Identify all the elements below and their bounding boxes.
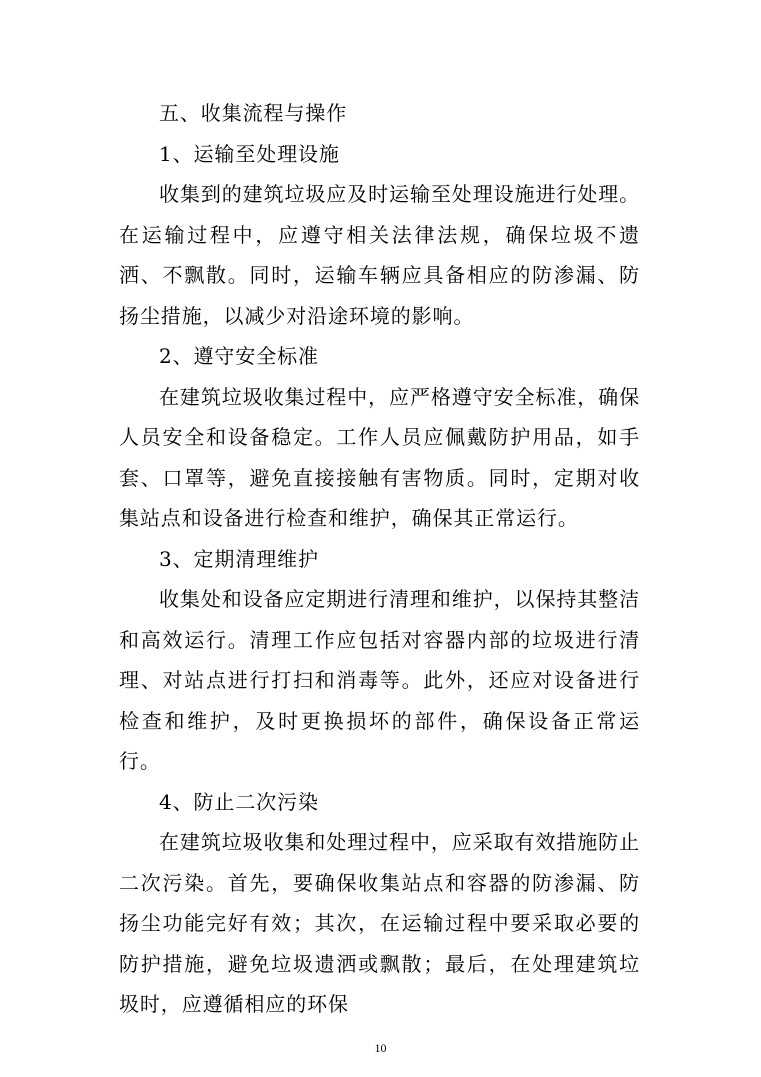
subsection-body-4: 在建筑垃圾收集和处理过程中，应采取有效措施防止二次污染。首先，要确保收集站点和容器的防渗漏、防扬尘功能完好有效；其次，在运输过程中要采取必要的防护措施，避免垃圾遗洒或飘散；最后，在处理建筑垃圾时，应遵循相应的环保	[119, 830, 640, 1016]
section-title: 五、收集流程与操作	[159, 101, 348, 125]
subsection-heading-2: 2、遵守安全标准	[159, 344, 319, 368]
subsection-body-1: 收集到的建筑垃圾应及时运输至处理设施进行处理。在运输过程中，应遵守相关法律法规，确保垃圾不遗洒、不飘散。同时，运输车辆应具备相应的防渗漏、防扬尘措施，以减少对沿途环境的影响。	[119, 182, 640, 328]
subsection-heading-1: 1、运输至处理设施	[159, 141, 340, 166]
subsection-heading-4: 4、防止二次污染	[159, 789, 319, 814]
page-content	[119, 93, 640, 1025]
page-number: 10	[374, 1041, 387, 1055]
subsection-heading-3: 3、定期清理维护	[159, 546, 319, 571]
subsection-body-2: 在建筑垃圾收集过程中，应严格遵守安全标准，确保人员安全和设备稳定。工作人员应佩戴防护用品，如手套、口罩等，避免直接接触有害物质。同时，定期对收集站点和设备进行检查和维护，确保其正常运行。	[119, 384, 640, 530]
subsection-body-3: 收集处和设备应定期进行清理和维护，以保持其整洁和高效运行。清理工作应包括对容器内部的垃圾进行清理、对站点进行打扫和消毒等。此外，还应对设备进行检查和维护，及时更换损坏的部件，确保设备正常运行。	[119, 587, 640, 773]
